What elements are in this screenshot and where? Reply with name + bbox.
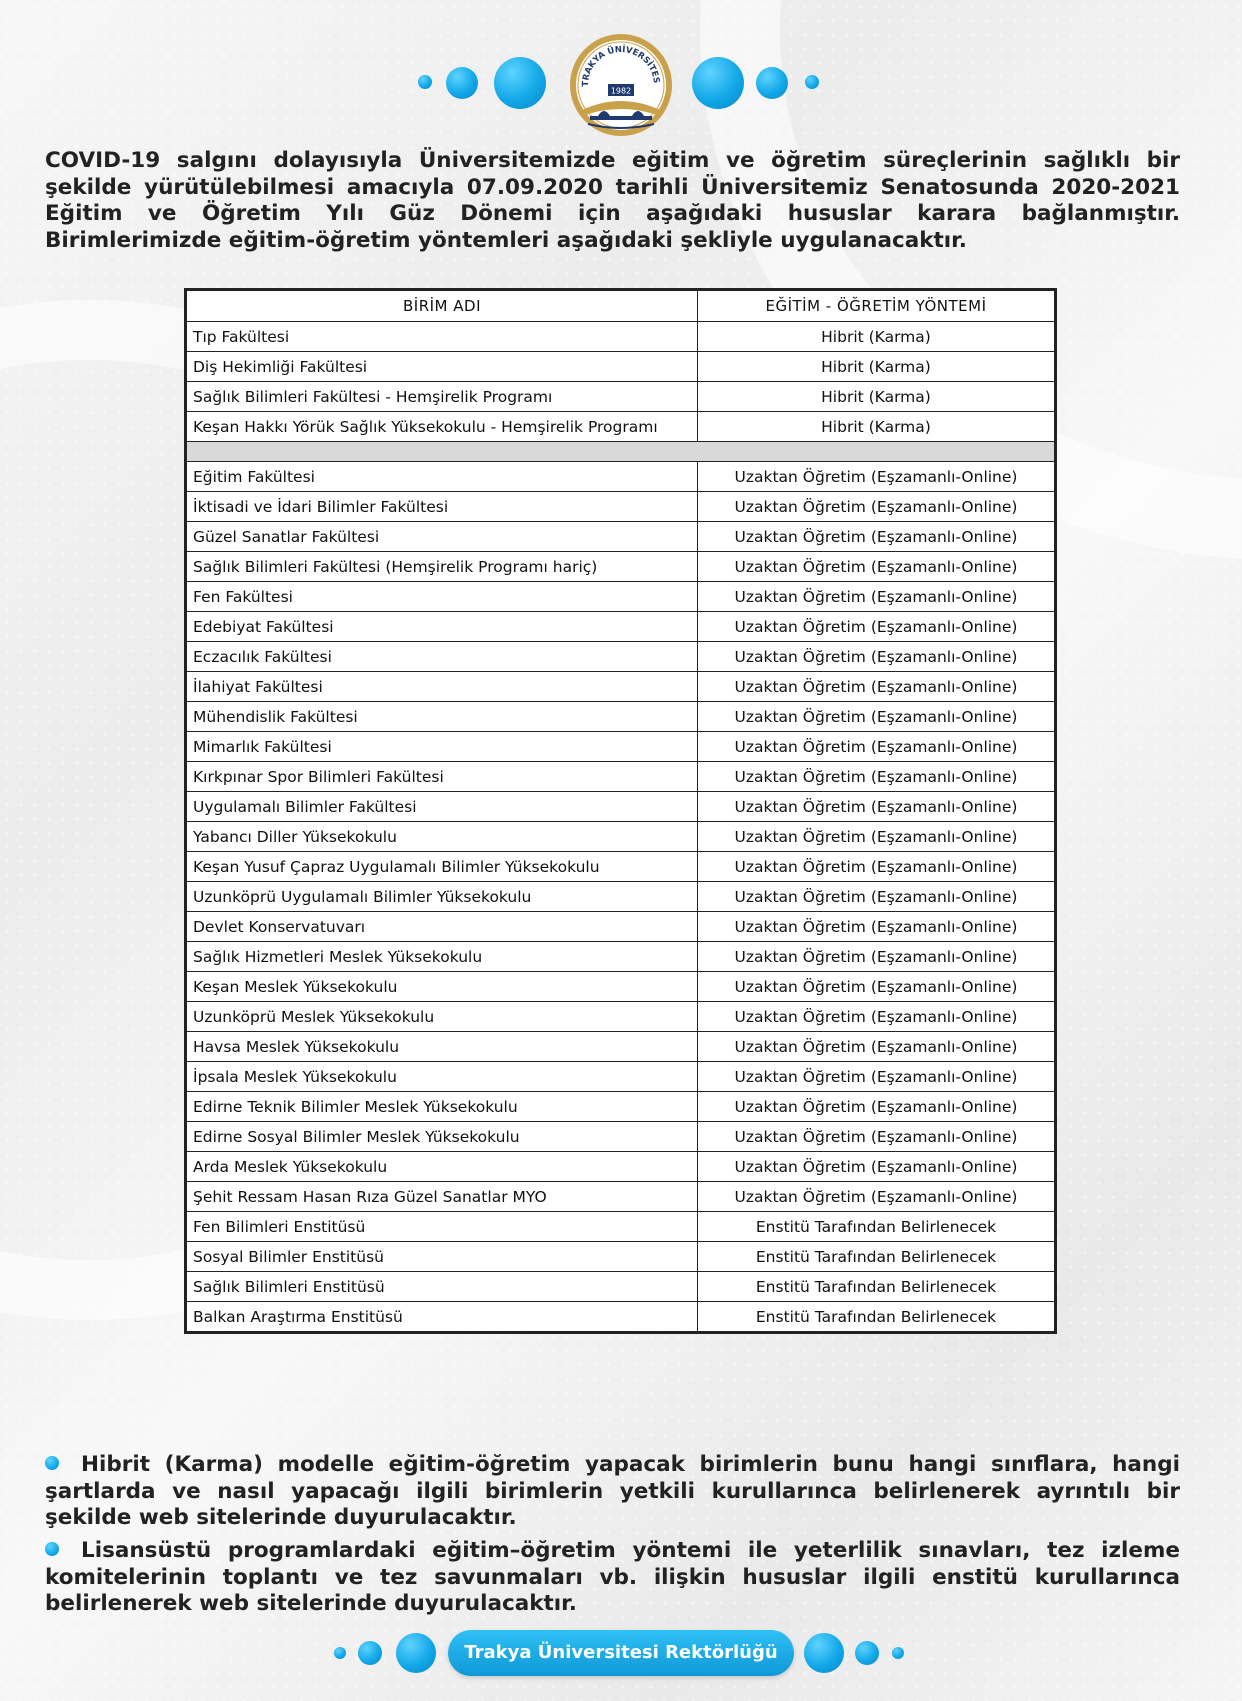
unit-name-cell: İpsala Meslek Yüksekokulu	[186, 1062, 698, 1092]
method-cell: Uzaktan Öğretim (Eşzamanlı-Online)	[698, 942, 1056, 972]
table-row	[186, 492, 1056, 522]
unit-name-cell: Uzunköprü Uygulamalı Bilimler Yüksekokulu	[186, 882, 698, 912]
method-cell: Uzaktan Öğretim (Eşzamanlı-Online)	[698, 672, 1056, 702]
method-cell: Uzaktan Öğretim (Eşzamanlı-Online)	[698, 1092, 1056, 1122]
unit-name-cell: Eczacılık Fakültesi	[186, 642, 698, 672]
unit-name-cell: Arda Meslek Yüksekokulu	[186, 1152, 698, 1182]
table-row	[186, 352, 1056, 382]
method-cell: Uzaktan Öğretim (Eşzamanlı-Online)	[698, 642, 1056, 672]
table-row	[186, 1182, 1056, 1212]
decor-dot	[494, 57, 546, 109]
unit-name-cell: Edirne Teknik Bilimler Meslek Yüksekokulu	[186, 1092, 698, 1122]
table-row	[186, 522, 1056, 552]
table-row	[186, 552, 1056, 582]
method-cell: Uzaktan Öğretim (Eşzamanlı-Online)	[698, 582, 1056, 612]
table-row	[186, 1032, 1056, 1062]
table-header-row	[186, 290, 1056, 322]
unit-name-cell: Mühendislik Fakültesi	[186, 702, 698, 732]
method-cell: Uzaktan Öğretim (Eşzamanlı-Online)	[698, 912, 1056, 942]
bullet-dot-icon	[45, 1542, 59, 1556]
note-graduate	[45, 1538, 1180, 1618]
method-cell: Enstitü Tarafından Belirlenecek	[698, 1302, 1056, 1333]
table-row	[186, 412, 1056, 442]
method-cell: Uzaktan Öğretim (Eşzamanlı-Online)	[698, 972, 1056, 1002]
method-cell: Uzaktan Öğretim (Eşzamanlı-Online)	[698, 612, 1056, 642]
unit-name-cell: Güzel Sanatlar Fakültesi	[186, 522, 698, 552]
table-row	[186, 852, 1056, 882]
unit-name-cell: Edirne Sosyal Bilimler Meslek Yüksekokulu	[186, 1122, 698, 1152]
unit-name-cell: Sağlık Hizmetleri Meslek Yüksekokulu	[186, 942, 698, 972]
table-row	[186, 732, 1056, 762]
table-row	[186, 642, 1056, 672]
table-row	[186, 382, 1056, 412]
method-cell: Uzaktan Öğretim (Eşzamanlı-Online)	[698, 1062, 1056, 1092]
table-row	[186, 972, 1056, 1002]
units-table	[184, 288, 1057, 1334]
table-row	[186, 1272, 1056, 1302]
method-cell: Uzaktan Öğretim (Eşzamanlı-Online)	[698, 822, 1056, 852]
table-row	[186, 582, 1056, 612]
table-row	[186, 1242, 1056, 1272]
decor-dot	[418, 75, 432, 89]
table-row	[186, 792, 1056, 822]
method-cell: Enstitü Tarafından Belirlenecek	[698, 1212, 1056, 1242]
table-row	[186, 612, 1056, 642]
decor-dot	[692, 57, 744, 109]
unit-name-cell: Sağlık Bilimleri Fakültesi - Hemşirelik Programı	[186, 382, 698, 412]
method-cell: Uzaktan Öğretim (Eşzamanlı-Online)	[698, 522, 1056, 552]
unit-name-cell: Sağlık Bilimleri Enstitüsü	[186, 1272, 698, 1302]
table-row	[186, 882, 1056, 912]
decor-dot	[334, 1647, 346, 1659]
unit-name-cell: Keşan Meslek Yüksekokulu	[186, 972, 698, 1002]
method-cell: Enstitü Tarafından Belirlenecek	[698, 1242, 1056, 1272]
university-logo	[568, 32, 674, 138]
decor-dot	[804, 1633, 844, 1673]
method-cell: Hibrit (Karma)	[698, 382, 1056, 412]
decor-dot	[358, 1641, 382, 1665]
unit-name-cell: Sosyal Bilimler Enstitüsü	[186, 1242, 698, 1272]
method-cell: Uzaktan Öğretim (Eşzamanlı-Online)	[698, 1152, 1056, 1182]
method-cell: Uzaktan Öğretim (Eşzamanlı-Online)	[698, 462, 1056, 492]
remote-group	[186, 462, 1056, 1333]
method-cell: Hibrit (Karma)	[698, 352, 1056, 382]
header-unit-name: BİRİM ADI	[186, 290, 698, 322]
table-row	[186, 912, 1056, 942]
unit-name-cell: Mimarlık Fakültesi	[186, 732, 698, 762]
unit-name-cell: İlahiyat Fakültesi	[186, 672, 698, 702]
unit-name-cell: Edebiyat Fakültesi	[186, 612, 698, 642]
unit-name-cell: İktisadi ve İdari Bilimler Fakültesi	[186, 492, 698, 522]
method-cell: Hibrit (Karma)	[698, 412, 1056, 442]
bullet-dot-icon	[45, 1456, 59, 1470]
method-cell: Enstitü Tarafından Belirlenecek	[698, 1272, 1056, 1302]
table-row	[186, 672, 1056, 702]
unit-name-cell: Keşan Hakkı Yörük Sağlık Yüksekokulu - Hemşirelik Programı	[186, 412, 698, 442]
unit-name-cell: Keşan Yusuf Çapraz Uygulamalı Bilimler Yüksekokulu	[186, 852, 698, 882]
unit-name-cell: Uygulamalı Bilimler Fakültesi	[186, 792, 698, 822]
unit-name-cell: Eğitim Fakültesi	[186, 462, 698, 492]
method-cell: Uzaktan Öğretim (Eşzamanlı-Online)	[698, 492, 1056, 522]
decor-dot	[855, 1641, 879, 1665]
method-cell: Uzaktan Öğretim (Eşzamanlı-Online)	[698, 1122, 1056, 1152]
note-text: Lisansüstü programlardaki eğitim–öğretim yöntemi ile yeterlilik sınavları, tez izleme komitelerinin toplantı ve tez savunmaları vb. ilişkin hususlar ilgili enstitü kurullarınca belirlenerek web sitelerinde duyurulacaktır.	[45, 1538, 1180, 1616]
table-row	[186, 1092, 1056, 1122]
method-cell: Uzaktan Öğretim (Eşzamanlı-Online)	[698, 762, 1056, 792]
method-cell: Hibrit (Karma)	[698, 322, 1056, 352]
method-cell: Uzaktan Öğretim (Eşzamanlı-Online)	[698, 1032, 1056, 1062]
unit-name-cell: Havsa Meslek Yüksekokulu	[186, 1032, 698, 1062]
unit-name-cell: Balkan Araştırma Enstitüsü	[186, 1302, 698, 1333]
decor-dot	[446, 67, 478, 99]
unit-name-cell: Sağlık Bilimleri Fakültesi (Hemşirelik Programı hariç)	[186, 552, 698, 582]
unit-name-cell: Kırkpınar Spor Bilimleri Fakültesi	[186, 762, 698, 792]
unit-name-cell: Devlet Konservatuvarı	[186, 912, 698, 942]
table-row	[186, 702, 1056, 732]
unit-name-cell: Diş Hekimliği Fakültesi	[186, 352, 698, 382]
table-row	[186, 1152, 1056, 1182]
method-cell: Uzaktan Öğretim (Eşzamanlı-Online)	[698, 852, 1056, 882]
decor-dot	[396, 1633, 436, 1673]
method-cell: Uzaktan Öğretim (Eşzamanlı-Online)	[698, 792, 1056, 822]
table-row	[186, 322, 1056, 352]
unit-name-cell: Yabancı Diller Yüksekokulu	[186, 822, 698, 852]
footer-rectorate-button[interactable]: Trakya Üniversitesi Rektörlüğü	[448, 1630, 794, 1676]
table-row	[186, 1302, 1056, 1333]
unit-name-cell: Fen Bilimleri Enstitüsü	[186, 1212, 698, 1242]
table-row	[186, 822, 1056, 852]
decor-dot	[805, 75, 819, 89]
table-row	[186, 1062, 1056, 1092]
unit-name-cell: Fen Fakültesi	[186, 582, 698, 612]
decor-dot	[892, 1647, 904, 1659]
unit-name-cell: Tıp Fakültesi	[186, 322, 698, 352]
header-method: EĞİTİM - ÖĞRETİM YÖNTEMİ	[698, 290, 1056, 322]
logo-arc-text: TRAKYA ÜNİVERSİTES	[580, 44, 662, 87]
unit-name-cell: Şehit Ressam Hasan Rıza Güzel Sanatlar MYO	[186, 1182, 698, 1212]
decor-dot	[756, 67, 788, 99]
method-cell: Uzaktan Öğretim (Eşzamanlı-Online)	[698, 1002, 1056, 1032]
method-cell: Uzaktan Öğretim (Eşzamanlı-Online)	[698, 882, 1056, 912]
method-cell: Uzaktan Öğretim (Eşzamanlı-Online)	[698, 702, 1056, 732]
note-text: Hibrit (Karma) modelle eğitim-öğretim yapacak birimlerin bunu hangi sınıflara, hangi şartlarda ve nasıl yapacağı ilgili birimlerin yetkili kurullarınca belirlenerek ayrıntılı bir şekilde web sitelerinde duyurulacaktır.	[45, 1452, 1180, 1530]
table-row	[186, 1122, 1056, 1152]
table-row	[186, 1212, 1056, 1242]
intro-paragraph: COVID-19 salgını dolayısıyla Üniversitemizde eğitim ve öğretim süreçlerinin sağlıklı bir şekilde yürütülebilmesi amacıyla 07.09.2020 tarihli Üniversitemiz Senatosunda 2020-2021 Eğitim ve Öğretim Yılı Güz Dönemi için aşağıdaki hususlar karara bağlanmıştır. Birimlerimizde eğitim-öğretim yöntemleri aşağıdaki şekliyle uygulanacaktır.	[45, 148, 1180, 253]
method-cell: Uzaktan Öğretim (Eşzamanlı-Online)	[698, 1182, 1056, 1212]
method-cell: Uzaktan Öğretim (Eşzamanlı-Online)	[698, 552, 1056, 582]
hybrid-group	[186, 322, 1056, 442]
logo-year: 1982	[610, 86, 632, 96]
table-row	[186, 1002, 1056, 1032]
table-row	[186, 762, 1056, 792]
table-row	[186, 942, 1056, 972]
unit-name-cell: Uzunköprü Meslek Yüksekokulu	[186, 1002, 698, 1032]
method-cell: Uzaktan Öğretim (Eşzamanlı-Online)	[698, 732, 1056, 762]
table-separator-row	[186, 442, 1056, 462]
table-row	[186, 462, 1056, 492]
note-hybrid	[45, 1452, 1180, 1532]
